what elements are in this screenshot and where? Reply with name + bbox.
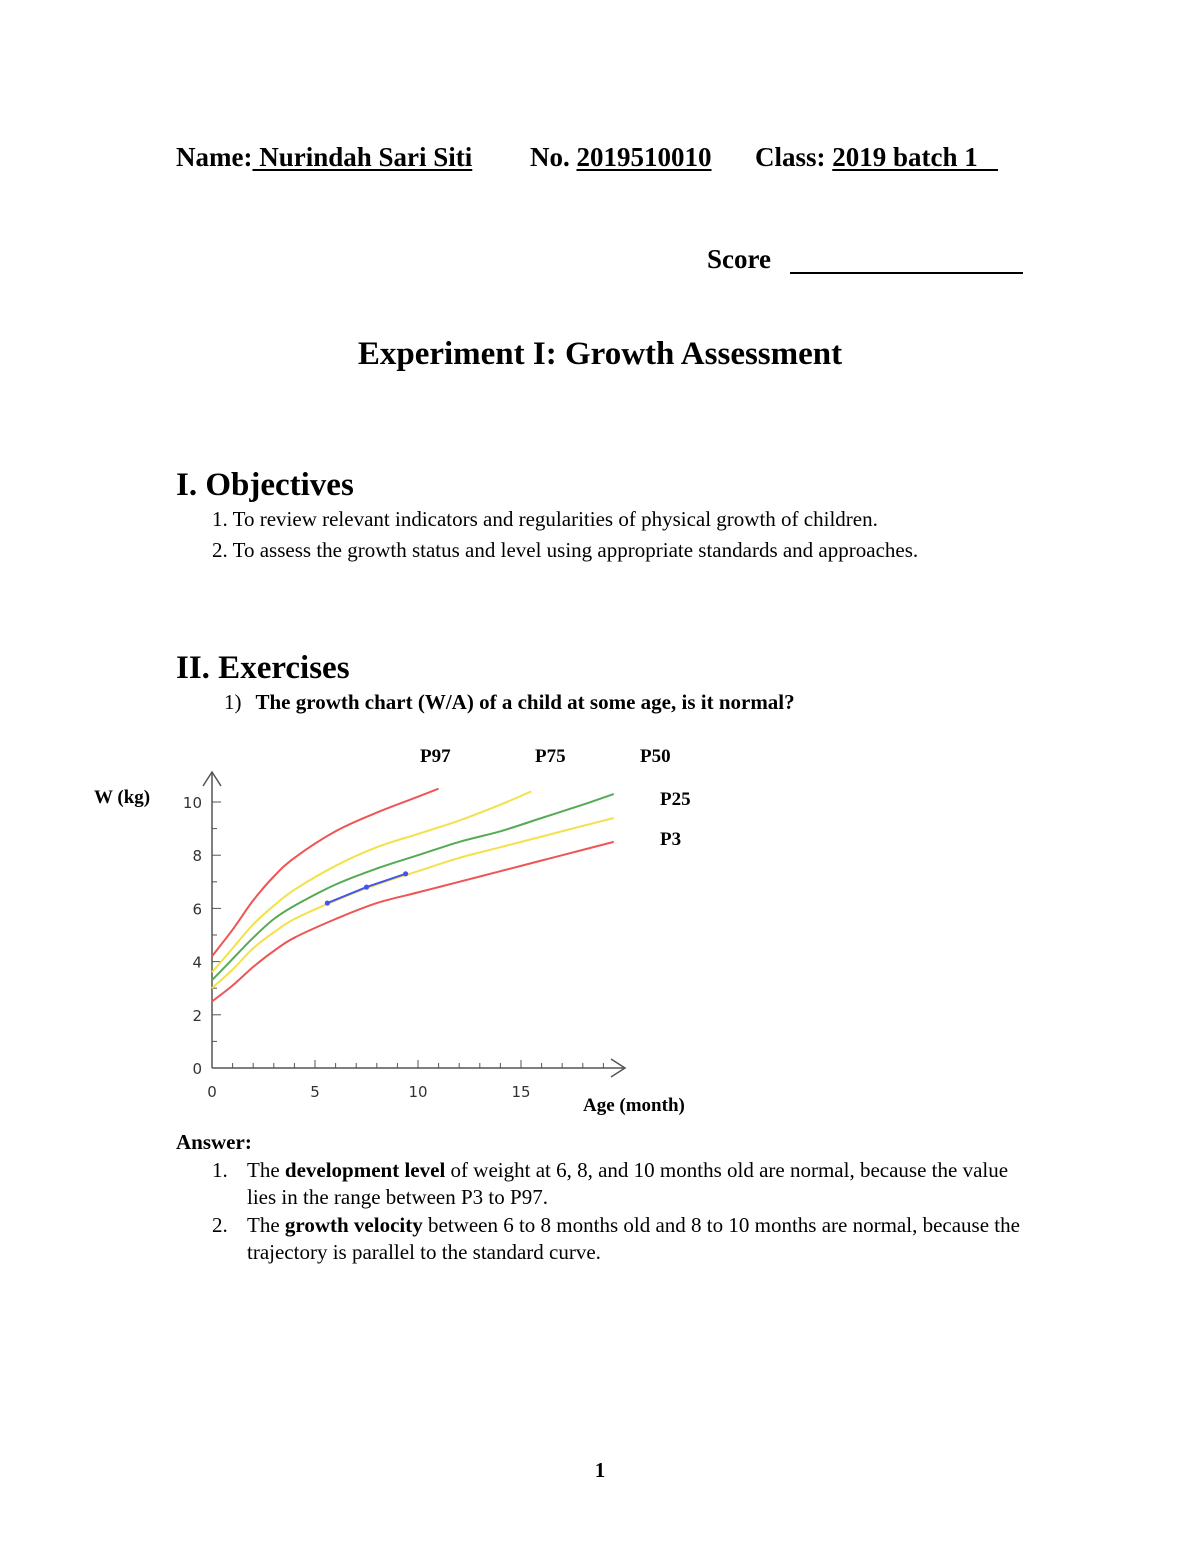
y-tick-label: 8 [192, 847, 202, 866]
y-tick-label: 10 [182, 794, 202, 812]
answer-item [212, 1212, 1032, 1266]
answer-text-after: of weight at 6, 8, and 10 months old are normal, because the value lies in the range between P3 to P97. [247, 1158, 1009, 1209]
series-line-p3 [212, 842, 614, 1002]
score-blank-line [790, 272, 1023, 274]
name-field [176, 142, 472, 173]
answer-text-before: The [247, 1158, 285, 1182]
answer-number: 2. [212, 1213, 228, 1237]
class-label: Class: [755, 142, 826, 172]
legend-label-p25: P25 [660, 789, 691, 810]
answer-item [212, 1157, 1032, 1211]
x-tick-label: 0 [207, 1083, 217, 1101]
number-label: No. [530, 142, 570, 172]
number-field [530, 142, 712, 173]
growth-chart [60, 730, 740, 1130]
x-tick-label: 15 [511, 1083, 531, 1101]
y-tick-label: 2 [192, 1006, 202, 1025]
class-value: 2019 batch 1 [832, 142, 999, 172]
document-title: Experiment I: Growth Assessment [357, 336, 843, 372]
class-field [755, 142, 998, 173]
y-tick-label: 6 [192, 900, 202, 919]
legend-label-p50: P50 [640, 746, 671, 767]
answer-number: 1. [212, 1158, 228, 1182]
data-point-child [364, 885, 369, 890]
number-value: 2019510010 [576, 142, 712, 172]
name-label: Name: [176, 142, 253, 172]
score-label: Score [707, 244, 771, 274]
legend-label-p97: P97 [420, 746, 451, 767]
answer-keyword: growth velocity [284, 1213, 423, 1237]
data-point-child [403, 871, 408, 876]
legend-label-p3: P3 [660, 829, 682, 850]
page-number: 1 [594, 1458, 606, 1482]
objectives-heading: I. Objectives [176, 467, 354, 503]
answer-label: Answer: [176, 1130, 252, 1154]
y-tick-label: 4 [192, 953, 202, 972]
name-value: Nurindah Sari Siti [252, 142, 473, 172]
question-text: The growth chart (W/A) of a child at some age, is it normal? [255, 690, 795, 714]
y-axis-label: W (kg) [94, 787, 151, 808]
legend-label-p75: P75 [535, 746, 566, 767]
exercise-question [224, 690, 795, 715]
exercises-heading: II. Exercises [176, 650, 350, 686]
data-point-child [325, 900, 330, 905]
series-line-p25 [212, 818, 614, 988]
question-number: 1) [224, 690, 242, 714]
answer-text-before: The [247, 1213, 285, 1237]
objective-item: 1. To review relevant indicators and regularities of physical growth of children. [212, 507, 878, 531]
objective-item: 2. To assess the growth status and level using appropriate standards and approaches. [212, 538, 919, 562]
x-tick-label: 5 [310, 1083, 320, 1101]
x-tick-label: 10 [408, 1083, 428, 1101]
answer-keyword: development level [284, 1158, 446, 1182]
x-axis-label: Age (month) [583, 1095, 685, 1116]
answer-text-after: between 6 to 8 months old and 8 to 10 months are normal, because the trajectory is parallel to the standard curve. [247, 1213, 1020, 1264]
y-tick-label: 0 [192, 1060, 202, 1078]
series-line-p75 [212, 791, 531, 972]
